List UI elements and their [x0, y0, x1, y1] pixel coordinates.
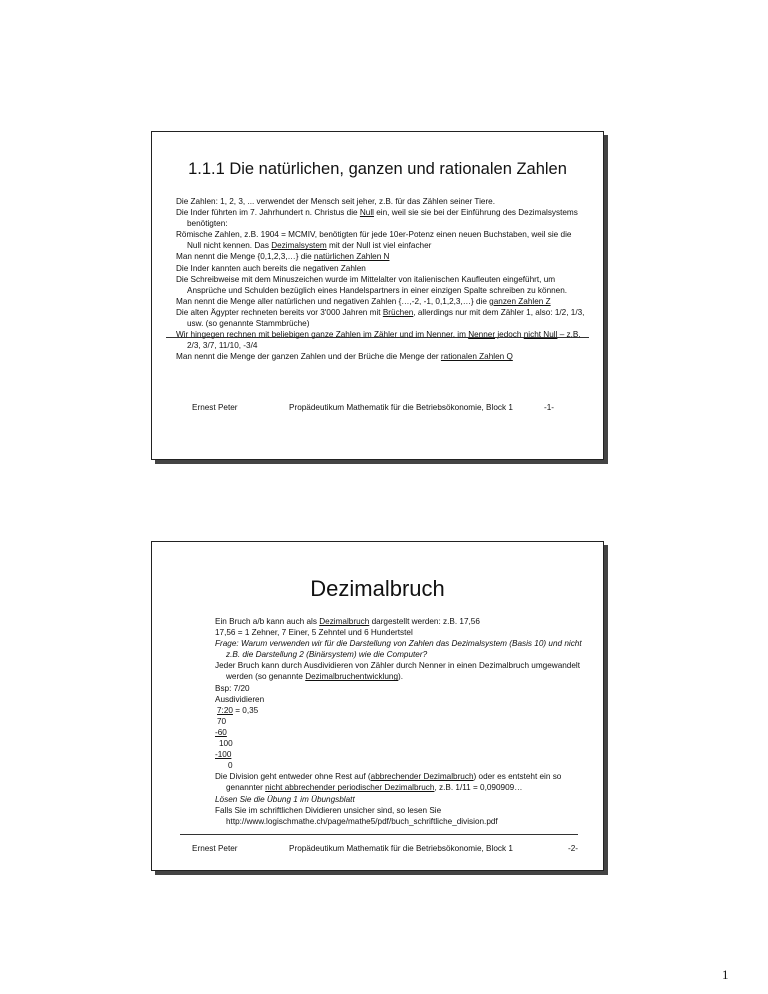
underlined-term: nicht abbrechender periodischer Dezimalbruch: [265, 783, 435, 793]
slide-2-body: [215, 616, 595, 827]
slide-1-line-3: [176, 229, 586, 251]
text: Wir hingegen rechnen mit beliebigen ganze Zahlen im Zähler und im Nenner, im: [176, 330, 469, 340]
footer-slide-number: -2-: [568, 844, 579, 853]
slide-1-line-1: Die Zahlen: 1, 2, 3, ... verwendet der Mensch seit jeher, z.B. für das Zählen seiner Tiere.: [176, 197, 496, 206]
text: ) oder es entsteht ein so genannter: [226, 772, 562, 793]
underlined-term: -100: [215, 750, 232, 760]
underlined-term: Nenner: [468, 330, 496, 340]
text: ).: [398, 672, 404, 682]
underlined-term: rationalen Zahlen Q: [440, 352, 513, 362]
underlined-term: Dezimalbruchentwicklung: [305, 672, 399, 682]
slide-2-line-7: [215, 771, 595, 793]
slide-2-example: Bsp: 7/20: [215, 683, 250, 693]
underlined-term: -60: [215, 727, 227, 737]
footer-author: Ernest Peter: [192, 403, 238, 412]
footer-course: Propädeutikum Mathematik für die Betriebsökonomie, Block 1: [289, 403, 513, 412]
underlined-term: Dezimalsystem: [271, 241, 327, 251]
slide-1-line-6: Die Schreibweise mit dem Minuszeichen wurde im Mittelalter von italienischen Kaufleuten eingeführt, um Ansprüche und Schulden bezüglich eines Handelspartners in einer einzigen Spalte schreiben zu können.: [176, 274, 568, 295]
footer-course: Propädeutikum Mathematik für die Betriebsökonomie, Block 1: [289, 844, 513, 853]
underlined-term: nicht Null: [523, 330, 558, 340]
division-step-6: 0: [228, 761, 233, 771]
text: Man nennt die Menge aller natürlichen und negativen Zahlen {…,-2, -1, 0,1,2,3,…} die: [176, 296, 490, 306]
text: Die alten Ägypter rechneten bereits vor 3'000 Jahren mit: [176, 307, 383, 317]
underlined-term: ganzen Zahlen Z: [489, 296, 551, 306]
text: dargestellt werden: z.B. 17,56: [369, 617, 480, 626]
slide-2-link-note: Falls Sie im schriftlichen Dividieren unsicher sind, so lesen Sie http://www.logischmathe.ch/page/mathe5/pdf/buch_schriftliche_division.pdf: [215, 805, 498, 826]
slide-1: [151, 131, 604, 460]
slide-1-line-2: [176, 207, 586, 229]
division-step-1: [215, 705, 595, 716]
page-number: 1: [722, 967, 729, 982]
text: = 0,35: [232, 705, 259, 715]
division-step-4: 100: [219, 739, 233, 749]
slide-2-ausdividieren: Ausdividieren: [215, 694, 265, 704]
footer-divider: [180, 834, 578, 835]
text: Jeder Bruch kann durch Ausdividieren von Zähler durch Nenner in einen Dezimalbruch umgewandelt werden (so genannte: [215, 661, 581, 682]
slide-2-title: Dezimalbruch: [310, 576, 445, 601]
underlined-term: Dezimalbruch: [319, 617, 370, 626]
underlined-term: 7:20: [217, 705, 233, 715]
text: Die Division geht entweder ohne Rest auf (: [215, 772, 371, 782]
footer-slide-number: -1-: [544, 403, 555, 412]
slide-2: [151, 541, 604, 871]
text: Man nennt die Menge der ganzen Zahlen und der Brüche die Menge der: [176, 352, 441, 362]
division-step-5: [215, 749, 595, 760]
division-step-3: [215, 727, 595, 738]
slide-2-line-4: [215, 660, 595, 682]
slide-1-line-8: [176, 307, 586, 329]
underlined-term: abbrechender Dezimalbruch: [370, 772, 474, 782]
text: , allerdings nur mit dem Zähler 1, also: 1/2, 1/3, usw. (so genannte Stammbrüche): [187, 307, 585, 329]
underlined-term: natürlichen Zahlen N: [313, 252, 390, 262]
text: ein, weil sie sie bei der Einführung des Dezimalsystems benötigten:: [187, 208, 578, 229]
slide-1-line-7: [176, 296, 586, 307]
footer-author: Ernest Peter: [192, 844, 238, 853]
division-step-2: 70: [217, 716, 227, 726]
text: jedoch: [495, 330, 524, 340]
text: Man nennt die Menge {0,1,2,3,…} die: [176, 252, 314, 262]
underlined-term: Brüchen: [382, 307, 414, 317]
text: Die Inder führten im 7. Jahrhundert n. Christus die: [176, 208, 360, 218]
underlined-term: Null: [359, 208, 374, 218]
text: mit der Null ist viel einfacher: [326, 241, 432, 251]
slide-1-title: 1.1.1 Die natürlichen, ganzen und rationalen Zahlen: [188, 160, 567, 178]
slide-1-line-5: Die Inder kannten auch bereits die negativen Zahlen: [176, 263, 366, 273]
footer-divider: [166, 337, 589, 338]
slide-2-line-1: [215, 616, 595, 627]
slide-2-line-2: 17,56 = 1 Zehner, 7 Einer, 5 Zehntel und 6 Hundertstel: [215, 628, 413, 638]
slide-2-question: Frage: Warum verwenden wir für die Darstellung von Zahlen das Dezimalsystem (Basis 10) und nicht z.B. die Darstellung 2 (Binärsystem) wie die Computer?: [215, 639, 582, 660]
slide-1-line-4: [176, 251, 586, 262]
text: , z.B. 1/11 = 0,090909…: [434, 783, 523, 793]
slide-2-exercise: Lösen Sie die Übung 1 im Übungsblatt: [215, 794, 355, 804]
slide-1-line-9: [176, 329, 586, 351]
text: – z.B. 2/3, 3/7, 11/10, -3/4: [187, 330, 581, 351]
text: Ein Bruch a/b kann auch als: [215, 617, 320, 626]
text: Römische Zahlen, z.B. 1904 = MCMIV, benötigten für jede 10er-Potenz einen neuen Buchstaben, weil sie die Null nicht kennen. Das: [176, 230, 572, 251]
slide-1-line-10: [176, 351, 586, 362]
